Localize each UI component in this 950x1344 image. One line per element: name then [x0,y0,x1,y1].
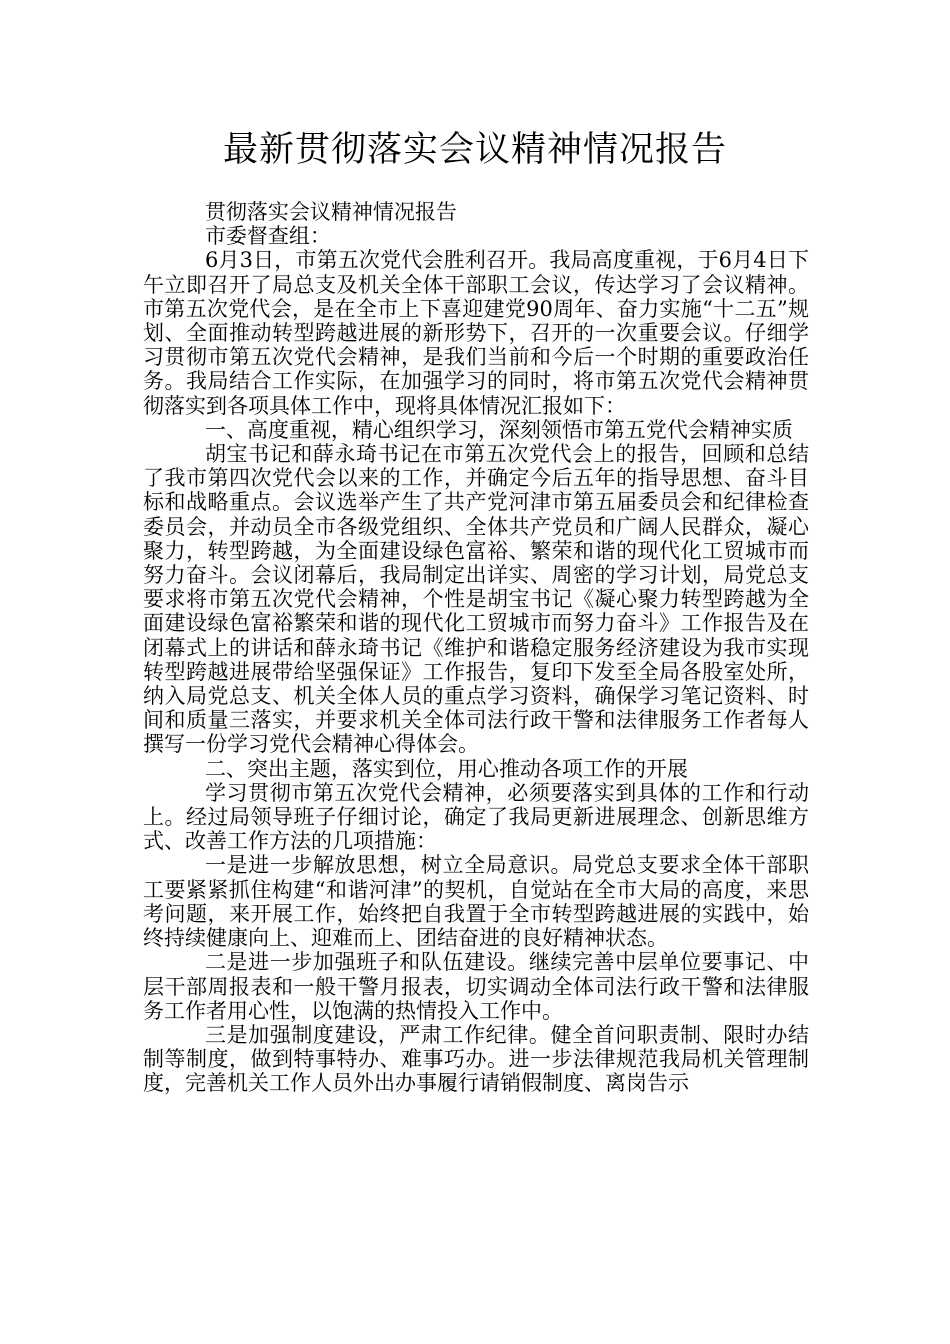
measure-1-paragraph: 一是进一步解放思想，树立全局意识。局党总支要求全体干部职工要紧紧抓住构建“和谐河津”的契机，自觉站在全市大局的高度，来思考问题，来开展工作，始终把自我置于全市转型跨越进展的实践中，始终持续健康向上、迎难而上、团结奋进的良好精神状态。 [143,853,809,951]
section-2-intro-paragraph: 学习贯彻市第五次党代会精神，必须要落实到具体的工作和行动上。经过局领导班子仔细讨论，确定了我局更新进展理念、创新思维方式、改善工作方法的几项措施： [143,780,809,854]
measure-3-paragraph: 三是加强制度建设，严肃工作纪律。健全首问职责制、限时办结制等制度，做到特事特办、难事巧办。进一步法律规范我局机关管理制度，完善机关工作人员外出办事履行请销假制度、离岗告示 [143,1022,809,1096]
document-body [143,200,809,1096]
salutation-paragraph: 市委督查组： [204,224,331,249]
intro-paragraph: 6月3日，市第五次党代会胜利召开。我局高度重视，于6月4日下午立即召开了局总支及机关全体干部职工会议，传达学习了会议精神。市第五次党代会，是在全市上下喜迎建党90周年、奋力实施“十二五”规划、全面推动转型跨越进展的新形势下，召开的一次重要会议。仔细学习贯彻市第五次党代会精神，是我们当前和今后一个时期的重要政治任务。我局结合工作实际，在加强学习的同时，将市第五次党代会精神贯彻落实到各项具体工作中，现将具体情况汇报如下： [143,248,809,418]
document-title: 最新贯彻落实会议精神情况报告 [222,130,727,170]
section-1-paragraph: 胡宝书记和薛永琦书记在市第五次党代会上的报告，回顾和总结了我市第四次党代会以来的工作，并确定今后五年的指导思想、奋斗目标和战略重点。会议选举产生了共产党河津市第五届委员会和纪律检查委员会，并动员全市各级党组织、全体共产党员和广阔人民群众，凝心聚力，转型跨越，为全面建设绿色富裕、繁荣和谐的现代化工贸城市而努力奋斗。会议闭幕后，我局制定出详实、周密的学习计划，局党总支要求将市第五次党代会精神，个性是胡宝书记《凝心聚力转型跨越为全面建设绿色富裕繁荣和谐的现代化工贸城市而努力奋斗》工作报告及在闭幕式上的讲话和薛永琦书记《维护和谐稳定服务经济建设为我市实现转型跨越进展带给坚强保证》工作报告，复印下发至全局各股室处所，纳入局党总支、机关全体人员的重点学习资料，确保学习笔记资料、时间和质量三落实，并要求机关全体司法行政干警和法律服务工作者每人撰写一份学习党代会精神心得体会。 [143,442,809,757]
subtitle-paragraph: 贯彻落实会议精神情况报告 [204,200,457,224]
section-heading-2: 二、突出主题，落实到位，用心推动各项工作的开展 [204,756,688,781]
measure-2-paragraph: 二是进一步加强班子和队伍建设。继续完善中层单位要事记、中层干部周报表和一般干警月报表，切实调动全体司法行政干警和法律服务工作者用心性，以饱满的热情投入工作中。 [143,950,809,1023]
section-heading-1: 一、高度重视，精心组织学习，深刻领悟市第五党代会精神实质 [204,417,793,442]
